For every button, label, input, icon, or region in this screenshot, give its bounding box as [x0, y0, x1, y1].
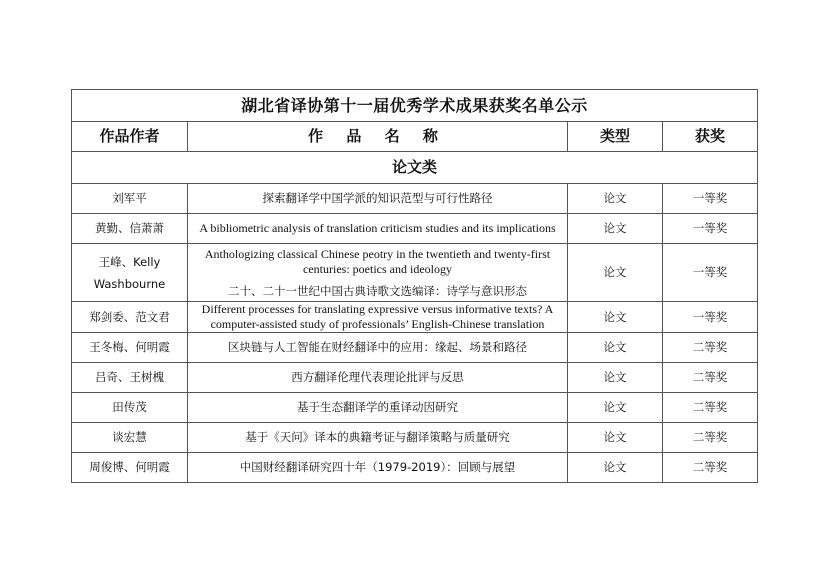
award-cell: 二等奖: [663, 363, 758, 393]
award-cell: 二等奖: [663, 333, 758, 363]
table-row: [72, 214, 758, 244]
author-cell: 田传茂: [72, 393, 188, 423]
work-title-en: Anthologizing classical Chinese peotry in the twentieth and twenty-first centuries: poetics and ideology: [204, 246, 551, 276]
table-row: [72, 302, 758, 333]
type-cell: 论文: [568, 453, 663, 483]
work-cell: 探索翻译学中国学派的知识范型与可行性路径: [188, 184, 568, 214]
work-cell: 基于《天问》译本的典籍考证与翻译策略与质量研究: [188, 423, 568, 453]
author-cell: 王冬梅、何明霞: [72, 333, 188, 363]
table-row: [72, 244, 758, 302]
table-row: [72, 184, 758, 214]
column-header-award: 获奖: [663, 122, 758, 152]
award-cell: 一等奖: [663, 214, 758, 244]
work-cell: 西方翻译伦理代表理论批评与反思: [188, 363, 568, 393]
title-row: [72, 90, 758, 122]
author-cell: 吕奇、王树槐: [72, 363, 188, 393]
author-cell: 周俊博、何明霞: [72, 453, 188, 483]
work-title-cn: 二十、二十一世纪中国古典诗歌文选编译：诗学与意识形态: [228, 283, 527, 298]
award-cell: 一等奖: [663, 184, 758, 214]
column-header-type: 类型: [568, 122, 663, 152]
author-cell: 郑剑委、范文君: [72, 302, 188, 333]
type-cell: 论文: [568, 214, 663, 244]
type-cell: 论文: [568, 333, 663, 363]
work-cell: Different processes for translating expressive versus informative texts? A computer-assisted study of professionals’ English-Chinese translation: [188, 302, 568, 333]
author-cell: 刘军平: [72, 184, 188, 214]
award-list-table: [71, 89, 758, 483]
type-cell: 论文: [568, 393, 663, 423]
award-cell: 一等奖: [663, 244, 758, 302]
section-row: [72, 152, 758, 184]
table-row: [72, 393, 758, 423]
award-cell: 二等奖: [663, 453, 758, 483]
author-line: 王峰、Kelly: [98, 254, 161, 269]
column-header-author: 作品作者: [72, 122, 188, 152]
work-cell: 基于生态翻译学的重译动因研究: [188, 393, 568, 423]
column-header-work: 作 品 名 称: [188, 122, 568, 152]
table-row: [72, 363, 758, 393]
type-cell: 论文: [568, 244, 663, 302]
type-cell: 论文: [568, 423, 663, 453]
table-row: [72, 423, 758, 453]
award-cell: 二等奖: [663, 393, 758, 423]
author-cell: 谈宏慧: [72, 423, 188, 453]
header-row: [72, 122, 758, 152]
award-cell: 一等奖: [663, 302, 758, 333]
author-cell: 黄勤、信萧萧: [72, 214, 188, 244]
work-cell: 区块链与人工智能在财经翻译中的应用：缘起、场景和路径: [188, 333, 568, 363]
table-row: [72, 333, 758, 363]
work-cell: [188, 244, 568, 302]
type-cell: 论文: [568, 363, 663, 393]
award-cell: 二等奖: [663, 423, 758, 453]
type-cell: 论文: [568, 184, 663, 214]
author-line: Washbourne: [93, 276, 166, 291]
work-cell: A bibliometric analysis of translation criticism studies and its implications: [188, 214, 568, 244]
section-title: 论文类: [72, 152, 758, 184]
work-cell: 中国财经翻译研究四十年（1979-2019）：回顾与展望: [188, 453, 568, 483]
document-title: 湖北省译协第十一届优秀学术成果获奖名单公示: [72, 90, 758, 122]
table-row: [72, 453, 758, 483]
type-cell: 论文: [568, 302, 663, 333]
author-cell: [72, 244, 188, 302]
